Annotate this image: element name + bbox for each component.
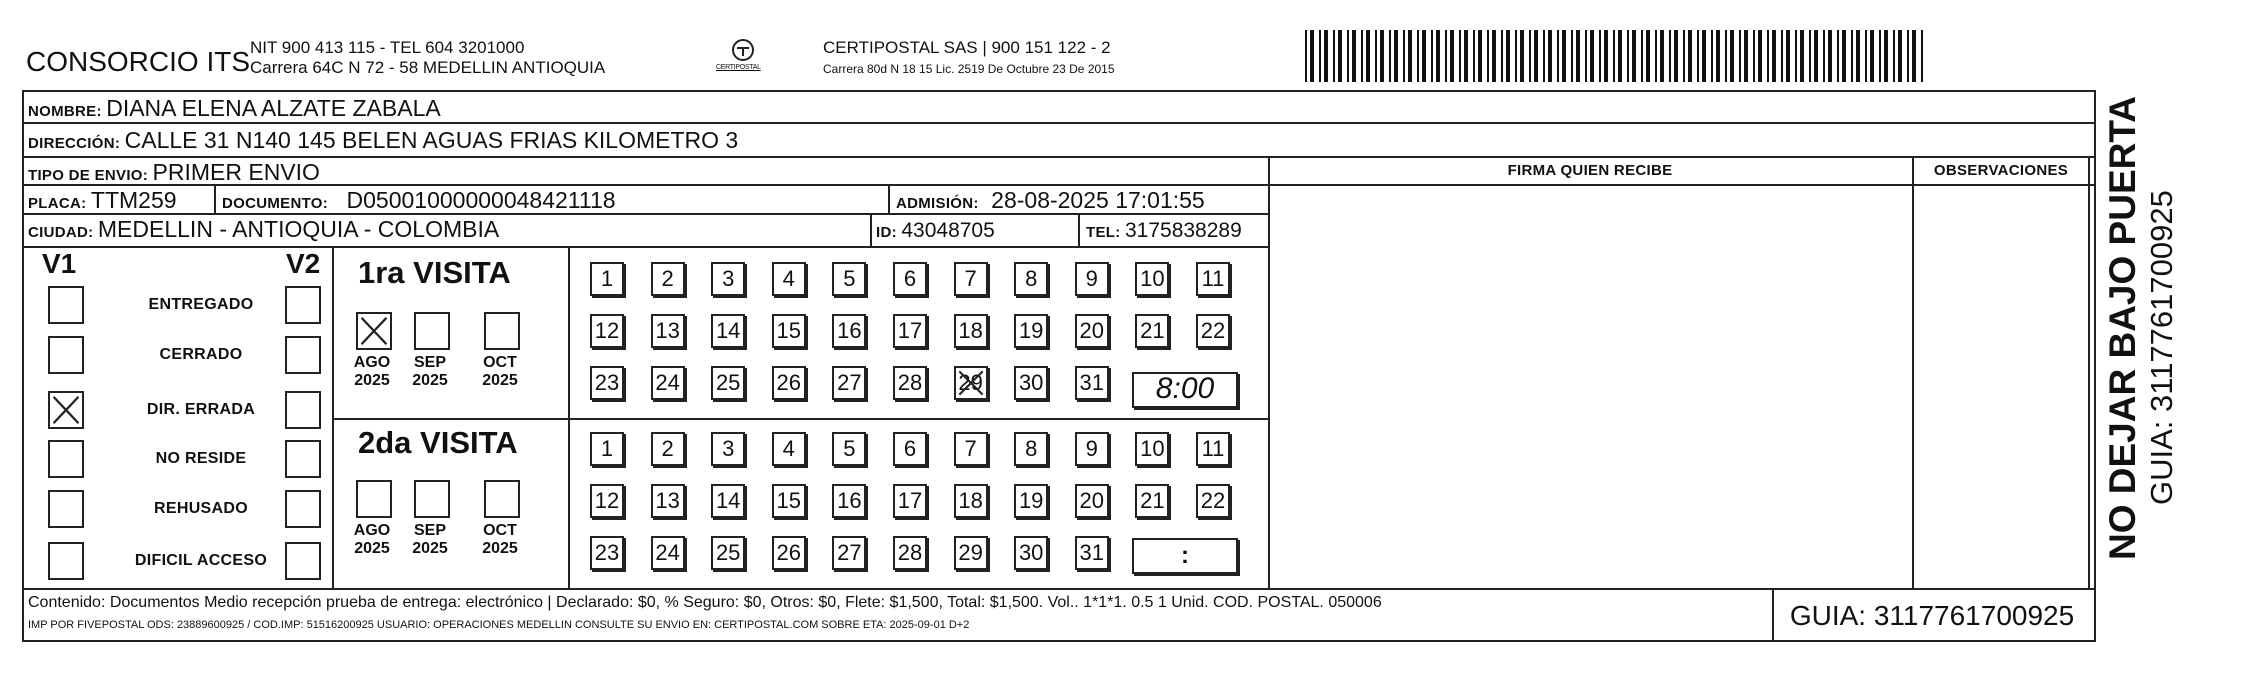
barcode-bar: [1758, 30, 1762, 82]
barcode-bar: [1697, 30, 1699, 82]
day-number: 30: [1018, 370, 1044, 395]
admision-value: 28-08-2025 17:01:55: [991, 187, 1205, 213]
v1-checkbox[interactable]: [48, 542, 84, 580]
tipo-value: PRIMER ENVIO: [152, 159, 320, 185]
barcode-bar: [1730, 30, 1734, 82]
v2-checkbox[interactable]: [285, 391, 321, 429]
v1-checkbox[interactable]: [48, 286, 84, 324]
v2-checkbox[interactable]: [285, 542, 321, 580]
day-box[interactable]: [954, 432, 988, 466]
day-box[interactable]: [954, 536, 988, 570]
day-number: 20: [1079, 318, 1105, 343]
day-box[interactable]: [772, 536, 806, 570]
day-number: 10: [1140, 266, 1165, 291]
day-number: 27: [837, 540, 862, 565]
barcode-bar: [1646, 30, 1650, 82]
day-box[interactable]: [1075, 432, 1109, 466]
reason-label: NO RESIDE: [155, 450, 247, 467]
barcode-bar: [1800, 30, 1804, 82]
day-number: 31: [1079, 540, 1105, 565]
barcode-bar: [1739, 30, 1741, 82]
day-number: 16: [837, 318, 862, 343]
carrier-license: Carrera 80d N 18 15 Lic. 2519 De Octubre 23 De 2015: [823, 62, 1115, 76]
check-x-mark: [358, 314, 390, 348]
barcode-bar: [1842, 30, 1846, 82]
reason-label: REHUSADO: [154, 500, 248, 517]
barcode-bar: [1674, 30, 1678, 82]
month-label: AGO 2025: [353, 522, 391, 557]
barcode-bar: [1823, 30, 1825, 82]
side-line2: GUIA: 3117761700925: [2144, 190, 2179, 505]
day-number: 4: [782, 266, 795, 291]
day-number: 1: [600, 436, 614, 461]
month-label: OCT 2025: [482, 522, 518, 557]
barcode-bar: [1725, 30, 1727, 82]
barcode-bar: [1856, 30, 1860, 82]
reason-label: DIFICIL ACCESO: [134, 552, 268, 569]
day-box[interactable]: [1075, 536, 1109, 570]
barcode-bar: [1352, 30, 1356, 82]
barcode-bar: [1702, 30, 1706, 82]
barcode-bar: [1898, 30, 1902, 82]
day-number: 12: [594, 488, 620, 513]
direccion-label: DIRECCIÓN:: [28, 135, 121, 152]
day-box[interactable]: [1196, 432, 1230, 466]
barcode-bar: [1464, 30, 1468, 82]
month-checkbox[interactable]: [414, 480, 450, 518]
id-value: 43048705: [901, 219, 995, 242]
day-number: 3: [722, 436, 735, 461]
day-number: 24: [655, 540, 680, 565]
day-box[interactable]: [832, 432, 866, 466]
barcode-bar: [1627, 30, 1629, 82]
day-box[interactable]: [1014, 262, 1048, 296]
day-number: 6: [903, 266, 917, 291]
day-box[interactable]: [1014, 314, 1048, 348]
day-number: 9: [1085, 266, 1098, 291]
day-box[interactable]: [1014, 366, 1048, 400]
day-number: 7: [964, 436, 977, 461]
day-number: 9: [1085, 436, 1098, 461]
placa-label: PLACA:: [28, 195, 87, 212]
day-number: 5: [843, 266, 856, 291]
barcode-bar: [1548, 30, 1552, 82]
day-box[interactable]: [651, 262, 685, 296]
v1-checkbox[interactable]: [48, 336, 84, 374]
day-box[interactable]: [1075, 262, 1109, 296]
barcode-bar: [1599, 30, 1601, 82]
barcode-bar: [1543, 30, 1545, 82]
day-number: 25: [715, 370, 741, 395]
day-box[interactable]: [1014, 536, 1048, 570]
day-box[interactable]: [893, 366, 927, 400]
barcode-bar: [1641, 30, 1643, 82]
barcode-bar: [1753, 30, 1755, 82]
day-box[interactable]: [832, 262, 866, 296]
barcode-bar: [1921, 30, 1923, 82]
day-box[interactable]: [651, 366, 685, 400]
documento-row: [222, 187, 616, 214]
day-number: 2: [661, 436, 674, 461]
day-number: 15: [776, 318, 802, 343]
barcode-bar: [1590, 30, 1594, 82]
barcode-bar: [1618, 30, 1622, 82]
barcode-bar: [1781, 30, 1783, 82]
v2-label: V2: [286, 248, 321, 279]
firma-header: FIRMA QUIEN RECIBE: [1507, 162, 1673, 179]
day-number: 12: [594, 318, 620, 343]
day-box[interactable]: [954, 262, 988, 296]
barcode-bar: [1380, 30, 1384, 82]
day-box[interactable]: [893, 484, 927, 518]
barcode-bar: [1571, 30, 1573, 82]
side-text: [2102, 0, 2242, 560]
tipo-label: TIPO DE ENVIO:: [28, 167, 149, 184]
barcode-bar: [1879, 30, 1881, 82]
day-box[interactable]: [772, 484, 806, 518]
day-box[interactable]: [832, 536, 866, 570]
barcode-bar: [1655, 30, 1657, 82]
barcode-bar: [1669, 30, 1671, 82]
day-box[interactable]: [954, 314, 988, 348]
barcode-bar: [1767, 30, 1769, 82]
barcode-bar: [1324, 30, 1328, 82]
barcode-bar: [1450, 30, 1454, 82]
day-box[interactable]: [1196, 484, 1230, 518]
barcode-bar: [1436, 30, 1440, 82]
day-box[interactable]: [711, 536, 745, 570]
footer-imp: IMP POR FIVEPOSTAL ODS: 23889600925 / COD.IMP: 51516200925 USUARIO: OPERACIONES MEDELLIN CONSULTE SU ENVIO EN: CERTIPOSTAL.COM SOBRE ETA: 2025-09-01 D+2: [28, 619, 970, 631]
barcode-bar: [1515, 30, 1517, 82]
barcode-bar: [1501, 30, 1503, 82]
barcode-bar: [1534, 30, 1538, 82]
barcode-bar: [1865, 30, 1867, 82]
day-number: 20: [1079, 488, 1105, 513]
barcode-bar: [1338, 30, 1342, 82]
barcode: [1305, 30, 1930, 82]
day-box[interactable]: [711, 262, 745, 296]
barcode-bar: [1520, 30, 1524, 82]
v2-checkbox[interactable]: [285, 440, 321, 478]
v1-checkbox[interactable]: [48, 440, 84, 478]
day-box[interactable]: [651, 536, 685, 570]
day-number: 31: [1079, 370, 1105, 395]
day-number: 22: [1200, 488, 1226, 513]
day-box[interactable]: [772, 366, 806, 400]
barcode-bar: [1893, 30, 1895, 82]
ciudad-row: [28, 216, 499, 243]
footer-contenido: Contenido: Documentos Medio recepción prueba de entrega: electrónico | Declarado: $0, % Seguro: $0, Otros: $0, Flete: $1,500, Total: $1,500. Vol.. 1*1*1. 0.5 1 Unid. COD. POSTAL. 050006: [28, 594, 1382, 611]
day-box[interactable]: [651, 432, 685, 466]
day-number: 26: [776, 540, 802, 565]
id-label: ID:: [876, 224, 897, 241]
day-number: 27: [837, 370, 862, 395]
day-box[interactable]: [711, 484, 745, 518]
day-box[interactable]: [590, 484, 624, 518]
company-name: CONSORCIO ITS: [26, 46, 251, 77]
day-box[interactable]: [590, 536, 624, 570]
placa-value: TTM259: [90, 187, 177, 213]
company-nit: NIT 900 413 115 - TEL 604 3201000: [250, 38, 525, 57]
footer-guia: GUIA: 3117761700925: [1789, 600, 2075, 631]
barcode-bar: [1772, 30, 1776, 82]
barcode-bar: [1585, 30, 1587, 82]
day-box[interactable]: [832, 314, 866, 348]
barcode-bar: [1786, 30, 1790, 82]
company-address: Carrera 64C N 72 - 58 MEDELLIN ANTIOQUIA: [250, 58, 606, 77]
day-box[interactable]: [651, 314, 685, 348]
barcode-bar: [1613, 30, 1615, 82]
barcode-bar: [1576, 30, 1580, 82]
month-label: SEP 2025: [412, 354, 448, 389]
barcode-bar: [1870, 30, 1874, 82]
day-number: 13: [655, 318, 680, 343]
tipo-row: [28, 159, 320, 186]
barcode-bar: [1347, 30, 1349, 82]
day-number: 13: [655, 488, 680, 513]
barcode-bar: [1688, 30, 1692, 82]
visit2-title: 2da VISITA: [358, 425, 518, 460]
day-number: 11: [1201, 436, 1225, 461]
day-box[interactable]: [1014, 432, 1048, 466]
visit1-time: 8:00: [1155, 372, 1215, 405]
barcode-bar: [1366, 30, 1370, 82]
day-box[interactable]: [590, 262, 624, 296]
day-box[interactable]: [651, 484, 685, 518]
day-box[interactable]: [1196, 314, 1230, 348]
day-box[interactable]: [772, 262, 806, 296]
v2-checkbox[interactable]: [285, 490, 321, 528]
barcode-bar: [1683, 30, 1685, 82]
day-box[interactable]: [1014, 484, 1048, 518]
check-x-mark: [956, 368, 986, 398]
direccion-value: CALLE 31 N140 145 BELEN AGUAS FRIAS KILOMETRO 3: [124, 127, 739, 153]
day-number: 5: [843, 436, 856, 461]
visit2-time-box[interactable]: [1132, 538, 1238, 574]
day-number: 19: [1018, 318, 1044, 343]
day-number: 2: [661, 266, 674, 291]
month-checkbox[interactable]: [356, 480, 392, 518]
month-label: OCT 2025: [482, 354, 518, 389]
barcode-bar: [1310, 30, 1314, 82]
barcode-bar: [1744, 30, 1748, 82]
day-number: 7: [964, 266, 977, 291]
day-number: 30: [1018, 540, 1044, 565]
reason-label: ENTREGADO: [148, 296, 254, 313]
day-box[interactable]: [832, 366, 866, 400]
barcode-bar: [1795, 30, 1797, 82]
day-number: 21: [1140, 318, 1165, 343]
barcode-bar: [1389, 30, 1391, 82]
barcode-bar: [1394, 30, 1398, 82]
day-number: 18: [958, 318, 983, 343]
day-number: 14: [715, 488, 741, 513]
day-number: 29: [958, 370, 983, 395]
day-box[interactable]: [954, 366, 988, 400]
nombre-value: DIANA ELENA ALZATE ZABALA: [106, 95, 441, 121]
day-box[interactable]: [1075, 484, 1109, 518]
tel-value: 3175838289: [1124, 219, 1242, 242]
barcode-bar: [1557, 30, 1559, 82]
day-number: 4: [782, 436, 795, 461]
barcode-bar: [1506, 30, 1510, 82]
v1-checkbox[interactable]: [48, 391, 84, 429]
day-box[interactable]: [893, 536, 927, 570]
day-box[interactable]: [590, 314, 624, 348]
month-checkbox[interactable]: [484, 480, 520, 518]
v1-label: V1: [42, 248, 77, 279]
day-box[interactable]: [1135, 262, 1169, 296]
barcode-bar: [1487, 30, 1489, 82]
barcode-bar: [1319, 30, 1321, 82]
visit1-time-box[interactable]: [1132, 372, 1238, 408]
barcode-bar: [1445, 30, 1447, 82]
day-number: 16: [837, 488, 862, 513]
day-number: 11: [1201, 266, 1225, 291]
nombre-label: NOMBRE:: [28, 103, 102, 120]
day-number: 8: [1025, 436, 1038, 461]
reason-label: DIR. ERRADA: [146, 401, 256, 418]
day-box[interactable]: [711, 314, 745, 348]
reason-label: CERRADO: [159, 346, 243, 363]
day-box[interactable]: [1075, 314, 1109, 348]
day-box[interactable]: [1196, 262, 1230, 296]
documento-value: D05001000000048421118: [346, 187, 616, 213]
visit2-time: :: [1181, 542, 1189, 569]
ciudad-value: MEDELLIN - ANTIOQUIA - COLOMBIA: [97, 216, 500, 242]
admision-row: [896, 187, 1205, 214]
day-number: 17: [897, 488, 923, 513]
id-row: [876, 219, 995, 243]
day-box[interactable]: [772, 314, 806, 348]
day-box[interactable]: [893, 314, 927, 348]
barcode-bar: [1809, 30, 1811, 82]
day-box[interactable]: [711, 366, 745, 400]
day-box[interactable]: [590, 432, 624, 466]
barcode-bar: [1431, 30, 1433, 82]
barcode-bar: [1361, 30, 1363, 82]
side-line1: NO DEJAR BAJO PUERTA: [2102, 96, 2143, 560]
day-box[interactable]: [1135, 432, 1169, 466]
month-checkbox[interactable]: [356, 312, 392, 350]
day-box[interactable]: [1135, 314, 1169, 348]
barcode-bar: [1814, 30, 1818, 82]
day-number: 6: [903, 436, 917, 461]
v1-checkbox[interactable]: [48, 490, 84, 528]
day-number: 26: [776, 370, 802, 395]
barcode-bar: [1305, 30, 1307, 82]
barcode-bar: [1660, 30, 1664, 82]
barcode-bar: [1478, 30, 1482, 82]
barcode-bar: [1375, 30, 1377, 82]
barcode-bar: [1492, 30, 1496, 82]
documento-label: DOCUMENTO:: [222, 195, 329, 212]
v2-checkbox[interactable]: [285, 336, 321, 374]
day-number: 17: [897, 318, 923, 343]
day-box[interactable]: [832, 484, 866, 518]
observaciones-area[interactable]: [1914, 186, 2086, 586]
barcode-bar: [1417, 30, 1419, 82]
barcode-bar: [1459, 30, 1461, 82]
day-box[interactable]: [711, 432, 745, 466]
day-number: 23: [594, 370, 620, 395]
day-number: 14: [715, 318, 741, 343]
day-number: 21: [1140, 488, 1165, 513]
barcode-bar: [1408, 30, 1412, 82]
tel-label: TEL:: [1086, 224, 1121, 241]
barcode-bar: [1907, 30, 1909, 82]
direccion-row: [28, 127, 738, 154]
barcode-bar: [1473, 30, 1475, 82]
barcode-bar: [1529, 30, 1531, 82]
ciudad-label: CIUDAD:: [28, 224, 94, 241]
barcode-bar: [1884, 30, 1888, 82]
day-number: 18: [958, 488, 983, 513]
day-box[interactable]: [772, 432, 806, 466]
day-number: 15: [776, 488, 802, 513]
placa-row: [28, 187, 177, 214]
day-box[interactable]: [1075, 366, 1109, 400]
barcode-bar: [1711, 30, 1713, 82]
logo-text: CERTIPOSTAL: [716, 64, 761, 71]
check-x-mark: [50, 393, 82, 427]
day-number: 22: [1200, 318, 1226, 343]
day-number: 29: [958, 540, 983, 565]
barcode-bar: [1333, 30, 1335, 82]
carrier-name: CERTIPOSTAL SAS | 900 151 122 - 2: [823, 38, 1111, 57]
barcode-bar: [1403, 30, 1405, 82]
day-box[interactable]: [893, 432, 927, 466]
firma-area[interactable]: [1270, 186, 1910, 586]
barcode-bar: [1828, 30, 1832, 82]
day-number: 1: [600, 266, 614, 291]
day-number: 25: [715, 540, 741, 565]
day-number: 28: [897, 370, 923, 395]
month-checkbox[interactable]: [414, 312, 450, 350]
admision-label: ADMISIÓN:: [896, 195, 979, 212]
day-number: 10: [1140, 436, 1165, 461]
nombre-row: [28, 95, 441, 122]
day-box[interactable]: [954, 484, 988, 518]
barcode-bar: [1837, 30, 1839, 82]
month-checkbox[interactable]: [484, 312, 520, 350]
day-box[interactable]: [1135, 484, 1169, 518]
month-label: AGO 2025: [353, 354, 391, 389]
v2-checkbox[interactable]: [285, 286, 321, 324]
barcode-bar: [1912, 30, 1916, 82]
day-number: 3: [722, 266, 735, 291]
barcode-bar: [1716, 30, 1720, 82]
day-box[interactable]: [893, 262, 927, 296]
month-label: SEP 2025: [412, 522, 448, 557]
day-number: 8: [1025, 266, 1038, 291]
day-number: 24: [655, 370, 680, 395]
barcode-bar: [1562, 30, 1566, 82]
barcode-bar: [1851, 30, 1853, 82]
barcode-bar: [1422, 30, 1426, 82]
observaciones-header: OBSERVACIONES: [1933, 162, 2069, 179]
day-number: 23: [594, 540, 620, 565]
day-box[interactable]: [590, 366, 624, 400]
visit1-title: 1ra VISITA: [358, 255, 511, 290]
certipostal-logo: [718, 36, 768, 82]
tel-row: [1086, 219, 1242, 243]
day-number: 28: [897, 540, 923, 565]
barcode-bar: [1632, 30, 1636, 82]
barcode-bar: [1604, 30, 1608, 82]
day-number: 19: [1018, 488, 1044, 513]
